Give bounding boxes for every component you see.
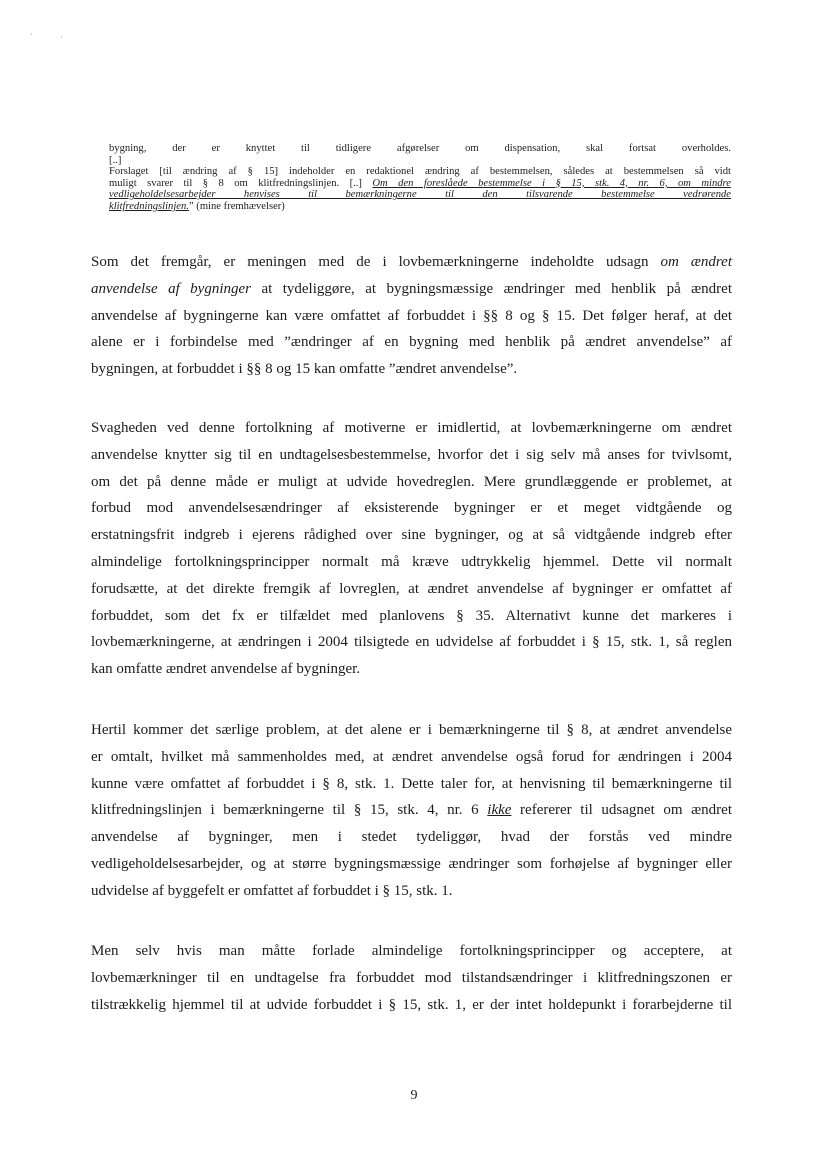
text-line: vedligeholdelsesarbejder, og at større bygningsmæssige ændringer som forhøjelse af bygninger eller bbox=[91, 855, 732, 872]
text-line: almindelige fortolkningsprincipper normalt må kræve udtrykkelig hjemmel. Dette vil normalt bbox=[91, 553, 732, 570]
text-span: klitfredningslinjen i bemærkningerne til § 15, stk. 4, nr. 6 bbox=[91, 802, 488, 819]
quote-text: ” (mine fremhævelser) bbox=[188, 200, 285, 212]
text-line: erstatningsfrit indgreb i ejerens rådighed over sine bygninger, og at så vidtgående indgreb efter bbox=[91, 527, 732, 544]
page-number: 9 bbox=[410, 1088, 418, 1103]
paragraph bbox=[91, 717, 732, 905]
quote-text: muligt svarer til § 8 om klitfredningslinjen. [..] bbox=[109, 177, 373, 189]
text-line bbox=[91, 797, 732, 824]
text-line: forudsætte, at det direkte fremgik af lovreglen, at ændret anvendelse af bygninger er omfattet af bbox=[91, 580, 732, 597]
text-line: anvendelse af bygninger, men i stedet tydeliggør, hvad der forstås ved mindre bbox=[91, 829, 732, 846]
text-line: anvendelse knytter sig til en undtagelsesbestemmelse, hvorfor det i sig selv må anses for tvivlsomt, bbox=[91, 446, 732, 463]
text-span: at tydeliggøre, at bygningsmæssige ændringer med henblik på ændret bbox=[251, 280, 733, 297]
scan-speck: · bbox=[30, 30, 33, 39]
text-line: er omtalt, hvilket må sammenholdes med, at ændret anvendelse også forud for ændringen i 2004 bbox=[91, 748, 732, 765]
text-line: lovbemærkninger til en undtagelse fra forbuddet mod tilstandsændringer i klitfredningszonen er bbox=[91, 969, 732, 986]
scan-speck: · bbox=[60, 33, 63, 42]
text-line: forbuddet, som det fx er tilfældet med planlovens § 35. Alternativt kunne det markeres i bbox=[91, 607, 732, 624]
italic-text: anvendelse af bygninger bbox=[91, 280, 252, 297]
quote-line: bygning, der er knyttet til tidligere afgørelser om dispensation, skal fortsat overholdes. bbox=[109, 143, 731, 154]
text-line: forbud mod anvendelsesændringer af eksisterende bygninger er et meget vidtgående og bbox=[91, 500, 732, 517]
text-line: Svagheden ved denne fortolkning af motiverne er imidlertid, at lovbemærkningerne om ændret bbox=[91, 420, 732, 436]
block-quote bbox=[109, 143, 731, 213]
text-line: lovbemærkningerne, at ændringen i 2004 tilsigtede en udvidelse af forbuddet i § 15, stk. 1, så reglen bbox=[91, 634, 732, 651]
quote-line: [..] bbox=[109, 154, 122, 166]
text-line: anvendelse af bygningerne kan være omfattet af forbuddet i §§ 8 og § 15. Det følger heraf, at det bbox=[91, 307, 732, 324]
paragraph bbox=[91, 415, 732, 683]
text-span: refererer til udsagnet om ændret bbox=[511, 802, 733, 819]
quote-line bbox=[109, 178, 731, 190]
text-line: Hertil kommer det særlige problem, at det alene er i bemærkningerne til § 8, at ændret anvendelse bbox=[91, 722, 732, 738]
text-line: alene er i forbindelse med ”ændringer af en bygning med henblik på ændret anvendelse” af bbox=[91, 334, 732, 351]
text-line: udvidelse af byggefelt er omfattet af forbuddet i § 15, stk. 1. bbox=[91, 882, 453, 899]
text-span: Som det fremgår, er meningen med de i lovbemærkningerne indeholdte udsagn bbox=[91, 254, 661, 270]
text-line bbox=[91, 276, 732, 303]
quote-underlined-line: vedligeholdelsesarbejder henvises til bemærkningerne til den tilsvarende bestemmelse vedrørende bbox=[109, 189, 731, 201]
quote-line: Forslaget [til ændring af § 15] indeholder en redaktionel ændring af bestemmelsen, således at bestemmelsen så vidt bbox=[109, 166, 731, 178]
text-line: Men selv hvis man måtte forlade almindelige fortolkningsprincipper og acceptere, at bbox=[91, 943, 732, 959]
quote-line bbox=[109, 201, 731, 213]
text-line: om det på denne måde er muligt at udvide hovedreglen. Mere grundlæggende er problemet, at bbox=[91, 473, 732, 490]
paragraph bbox=[91, 249, 732, 383]
text-line: kunne være omfattet af forbuddet i § 8, stk. 1. Dette taler for, at henvisning til bemærkningerne til bbox=[91, 775, 732, 792]
italic-text: om ændret bbox=[660, 254, 732, 270]
quote-underlined-text: Om den foreslåede bestemmelse i § 15, stk. 4, nr. 6, om mindre bbox=[372, 177, 731, 189]
emphasis-text: ikke bbox=[487, 802, 512, 819]
quote-underlined-text: klitfredningslinjen. bbox=[109, 200, 189, 212]
text-line bbox=[91, 249, 732, 276]
paragraph bbox=[91, 938, 732, 1018]
text-line: kan omfatte ændret anvendelse af bygninger. bbox=[91, 661, 361, 678]
text-line: bygningen, at forbuddet i §§ 8 og 15 kan omfatte ”ændret anvendelse”. bbox=[91, 361, 518, 378]
text-line: tilstrækkelig hjemmel til at udvide forbuddet i § 15, stk. 1, er der intet holdepunkt i forarbejderne til bbox=[91, 996, 732, 1013]
